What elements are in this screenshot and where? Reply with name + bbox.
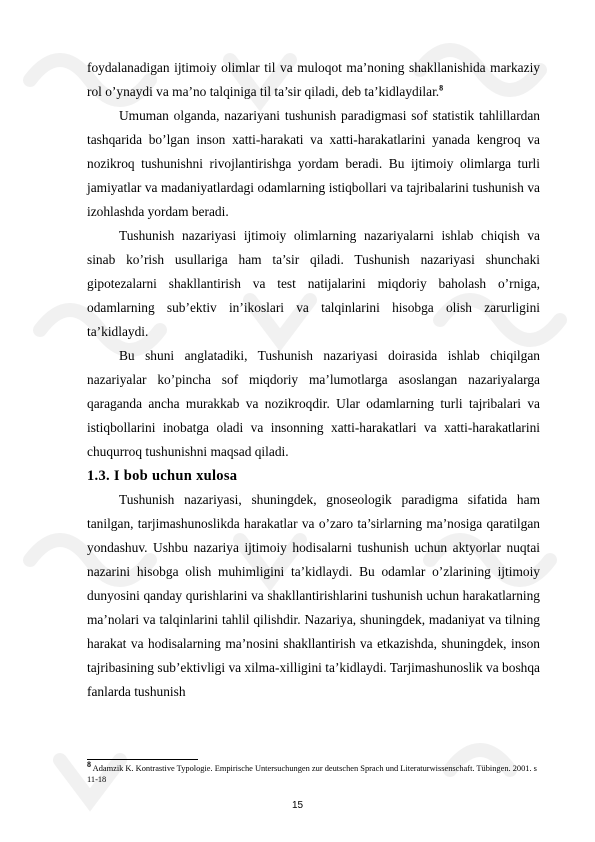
footnote-text: Adamzik K. Kontrastive Typologie. Empirische Untersuchungen zur deutschen Sprach und Literaturwissenschaft. Tübingen. 2001. s 11-18 xyxy=(87,764,537,784)
page-number: 15 xyxy=(291,800,304,811)
paragraph-4: Bu shuni anglatadiki, Tushunish nazariyasi doirasida ishlab chiqilgan nazariyalar ko’pincha sof miqdoriy ma’lumotlarga asoslangan nazariyalarga qaraganda ancha murakkab va nozikroqdir. Ular odamlarning turli tajribalari va istiqbollarini inobatga oladi va insonning xatti-harakatlari va xatti-harakatlarini chuqurroq tushunishni maqsad qiladi. xyxy=(87,348,540,459)
footnote xyxy=(87,760,540,785)
document-body xyxy=(87,56,540,704)
paragraph-3: Tushunish nazariyasi ijtimoiy olimlarning nazariyalarni ishlab chiqish va sinab ko’rish usullariga ham ta’sir qiladi. Tushunish nazariyasi shunchaki gipotezalarni shakllantirish va test natijalarini miqdoriy baholash o’rniga, odamlarning sub’ektiv in’ikoslari va talqinlarini hisobga olish zarurligini ta’kidlaydi. xyxy=(87,228,540,339)
paragraph-1-text: foydalanadigan ijtimoiy olimlar til va muloqot ma’noning shakllanishida markaziy rol o’ynaydi va ma’no talqiniga til ta’sir qiladi, deb ta’kidlaydilar. xyxy=(87,60,540,99)
paragraph-1 xyxy=(87,56,540,104)
footnote-number: 8 xyxy=(87,760,91,770)
paragraph-2: Umuman olganda, nazariyani tushunish paradigmasi sof statistik tahlillardan tashqarida bo’lgan inson xatti-harakati va xatti-harakatlarini yanada kengroq va nozikroq tushunishni rivojlantirishga yordam beradi. Bu ijtimoiy olimlarga turli jamiyatlar va madaniyatlardagi odamlarning istiqbollari va tajribalarini tushunish va izohlashda yordam beradi. xyxy=(87,108,540,219)
footnote-ref[interactable]: 8 xyxy=(439,83,444,93)
paragraph-5: Tushunish nazariyasi, shuningdek, gnoseologik paradigma sifatida ham tanilgan, tarjimashunoslikda harakatlar va o’zaro ta’sirlarning ma’nosiga qaratilgan yondashuv. Ushbu nazariya ijtimoiy hodisalarni tushunish uchun aktyorlar nuqtai nazarini hisobga olish muhimligini ta’kidlaydi. Bu odamlar o’zlarining ijtimoiy dunyosini qanday qurishlarini va shakllantirishlarini tushunish uchun harakatlarning ma’nolari va talqinlarini tahlil qilishdir. Nazariya, shuningdek, madaniyat va tilning harakat va hodisalarning ma’nosini shakllantirish va etkazishda, shuningdek, inson tajribasining sub’ektivligi va xilma-xilligini ta’kidlaydi. Tarjimashunoslik va boshqa fanlarda tushunish xyxy=(87,492,540,699)
section-heading: 1.3. I bob uchun xulosa xyxy=(87,468,238,484)
footnote-divider xyxy=(87,759,198,760)
